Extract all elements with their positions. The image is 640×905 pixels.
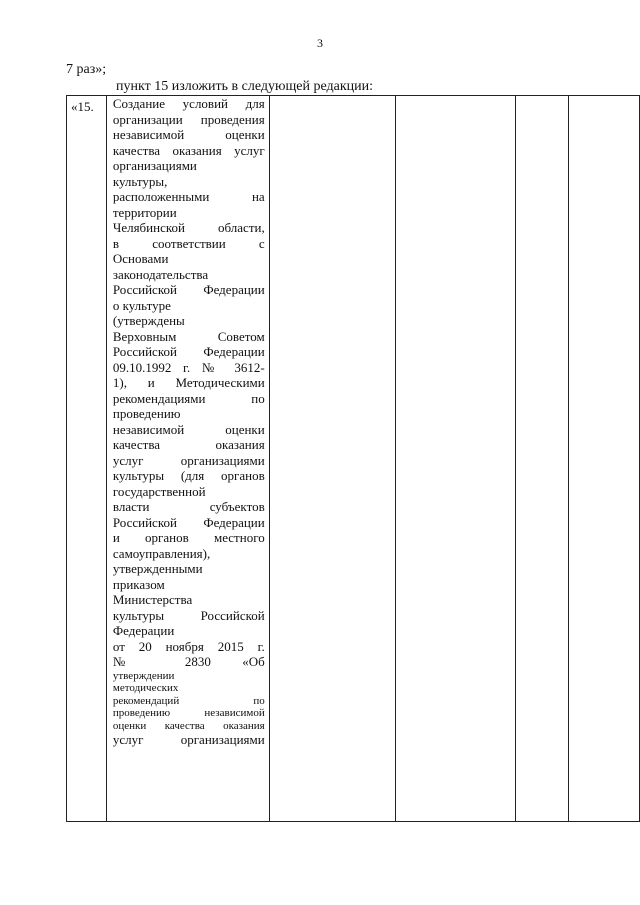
description-line: власти субъектов: [112, 499, 265, 514]
description-line: Российской Федерации: [112, 344, 265, 359]
description-line: самоуправления),: [112, 545, 211, 561]
empty-cell-3: [269, 96, 396, 822]
table-row: [67, 96, 640, 822]
description-line: методических: [112, 682, 179, 694]
description-line: 1), и Методическими: [112, 375, 265, 390]
description-line: Создание условий для: [112, 96, 265, 111]
description-line: Основами: [112, 251, 169, 266]
description-line: услуг организациями: [112, 452, 265, 468]
description-line: (утверждены: [112, 313, 185, 328]
description-line: культуры Российской: [112, 607, 265, 623]
description-line: и органов местного: [112, 530, 265, 545]
description-line: услуг организациями: [112, 732, 265, 747]
item-number-cell: [67, 96, 107, 822]
description-line: от 20 ноября 2015 г.: [112, 638, 265, 654]
description-line: организациями: [112, 158, 197, 173]
empty-cell-4: [396, 96, 516, 822]
description-line: независимой оценки: [112, 127, 265, 142]
description-line: № 2830 «Об: [112, 654, 265, 669]
description-line: качества оказания услуг: [112, 142, 265, 158]
description-line: культуры,: [112, 173, 168, 189]
amendment-table: [66, 95, 640, 822]
description-line: качества оказания: [112, 437, 265, 452]
empty-cell-6: [568, 96, 639, 822]
description-line: проведению: [112, 406, 181, 421]
description-line: в соответствии с: [112, 235, 265, 251]
empty-cell-5: [516, 96, 568, 822]
description-line: рекомендаций по: [112, 694, 265, 707]
description-line: законодательства: [112, 266, 209, 282]
description-line: расположенными на: [112, 189, 265, 204]
description-line: приказом: [112, 576, 165, 592]
description-line: независимой оценки: [112, 421, 265, 437]
intro-line: 7 раз»;: [66, 62, 107, 77]
description-line: оценки качества оказания: [112, 719, 265, 732]
description-line: Министерства: [112, 592, 193, 607]
description-cell: [106, 96, 269, 822]
page-number: 3: [317, 36, 323, 50]
description-line: проведению независимой: [112, 707, 265, 719]
description-line: Федерации: [112, 623, 175, 638]
description-line: Челябинской области,: [112, 220, 265, 235]
description-line: Российской Федерации: [112, 282, 265, 297]
description-line: 09.10.1992 г. № 3612-: [112, 359, 265, 375]
description-line: территории: [112, 204, 177, 220]
description-line: рекомендациями по: [112, 390, 265, 406]
description-line: утверждении: [112, 669, 175, 682]
description-line: о культуре: [112, 297, 171, 313]
description-line: Верховным Советом: [112, 328, 265, 344]
item-number: «15.: [71, 99, 94, 114]
description-line: культуры (для органов: [112, 468, 265, 483]
description-text: [107, 96, 269, 748]
instruction-line: пункт 15 изложить в следующей редакции:: [116, 79, 373, 94]
description-line: утвержденными: [112, 561, 203, 576]
description-line: организации проведения: [112, 111, 265, 127]
description-line: государственной: [112, 483, 206, 499]
description-line: Российской Федерации: [112, 514, 265, 530]
